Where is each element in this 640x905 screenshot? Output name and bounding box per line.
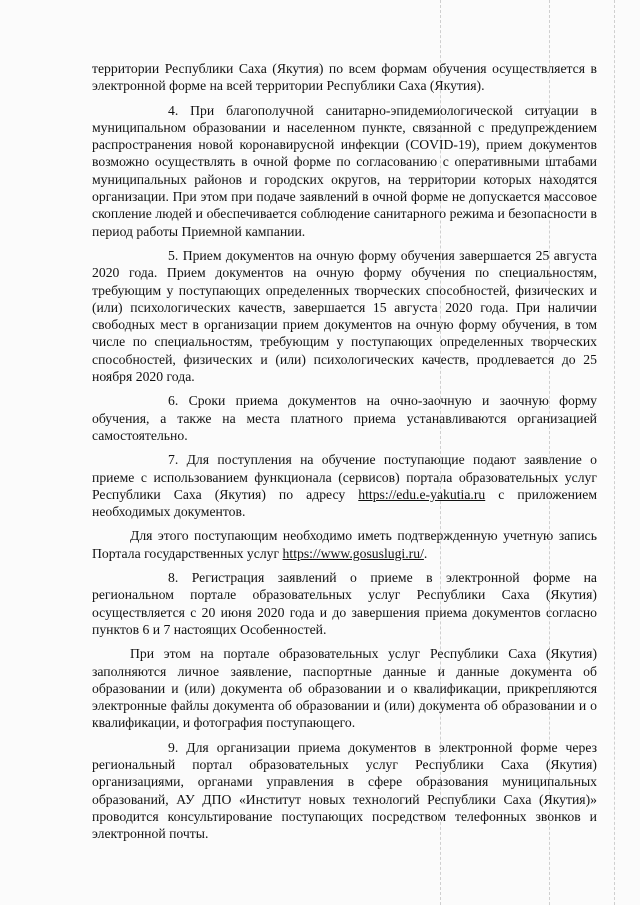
paragraph-text: Регистрация заявлений о приеме в электронной форме на региональном портале образовательных услуг Республики Саха (Якутия) осуществляется с 20 июня 2020 года и до завершения приема документов согласно пунктов 6 и 7 настоящих Особенностей. [92, 570, 597, 637]
paragraph-text: территории Республики Саха (Якутия) по всем формам обучения осуществляется в электронной форме на всей территории Республики Саха (Якутия). [92, 61, 597, 94]
document-body [92, 60, 597, 849]
paragraph-8 [92, 569, 597, 638]
paragraph-number: 4. [168, 102, 179, 118]
paragraph-7 [92, 451, 597, 520]
paragraph-text: Для поступления на обучение поступающие подают заявление о приеме с использованием функционала (сервисов) портала образовательных услуг Республики Саха (Якутия) по адресу [92, 452, 597, 502]
paragraph-number: 5. [168, 247, 179, 263]
scan-fold-line [614, 0, 616, 905]
paragraph-number: 6. [168, 393, 179, 409]
paragraph-text: Сроки приема документов на очно-заочную и заочную форму обучения, а также на места платного приема устанавливаются организацией самостоятельно. [92, 393, 598, 443]
gosuslugi-link[interactable]: https://www.gosuslugi.ru/ [282, 545, 424, 561]
paragraph-number: 8. [168, 570, 179, 586]
paragraph-text: При благополучной санитарно-эпидемиологической ситуации в муниципальном образовании и населенном пункте, связанной с предупреждением распространения новой коронавирусной инфекции (COVID-19), прием документов возможно осуществлять в очной форме по согласованию с оперативными штабами муниципальных районов и городских округов, на территории которых находятся организации. При этом при подаче заявлений в очной форме не допускается массовое скопление людей и обеспечивается соблюдение санитарного режима и безопасности в период работы Приемной кампании. [92, 102, 597, 239]
paragraph-6 [92, 392, 597, 444]
paragraph-text: Для организации приема документов в электронной форме через региональный портал образовательных услуг Республики Саха (Якутия) организациями, органами управления в сфере образования муниципальных образований, АУ ДПО «Институт новых технологий Республики Саха (Якутия)» проводится консультирование поступающих посредством телефонных звонков и электронной почты. [92, 739, 597, 842]
paragraph-9 [92, 739, 597, 843]
paragraph-5 [92, 247, 597, 385]
paragraph-text-after: с приложением необходимых документов. [92, 486, 597, 520]
paragraph-portal-fill [92, 645, 597, 731]
paragraph-text-after: . [423, 545, 428, 561]
paragraph-text: При этом на портале образовательных услуг Республики Саха (Якутия) заполняются личное заявление, паспортные данные и данные документа об образовании и (или) документа об образовании и о квалификации, прикрепляются электронные файлы документа об образовании и (или) документа об образовании и о квалификации, и фотография поступающего. [92, 646, 597, 731]
paragraph-text: Прием документов на очную форму обучения завершается 25 августа 2020 года. Прием документов на очную форму обучения по специальностям, требующим у поступающих определенных творческих способностей, физических и (или) психологических качеств, завершается 15 августа 2020 года. При наличии свободных мест в организации прием документов на очную форму обучения, в том числе по специальностям, требующим у поступающих определенных творческих способностей, физических и (или) психологических качеств, продлевается до 25 ноября 2020 года. [92, 247, 598, 385]
paragraph-text: Для этого поступающим необходимо иметь подтвержденную учетную запись Портала государственных услуг [92, 528, 597, 561]
paragraph-number: 9. [168, 739, 179, 755]
paragraph-number: 7. [168, 452, 179, 468]
paragraph-4 [92, 102, 597, 240]
paragraph-account [92, 527, 597, 562]
paragraph-continuation [92, 60, 597, 95]
edu-portal-link[interactable]: https://edu.e-yakutia.ru [358, 486, 486, 502]
